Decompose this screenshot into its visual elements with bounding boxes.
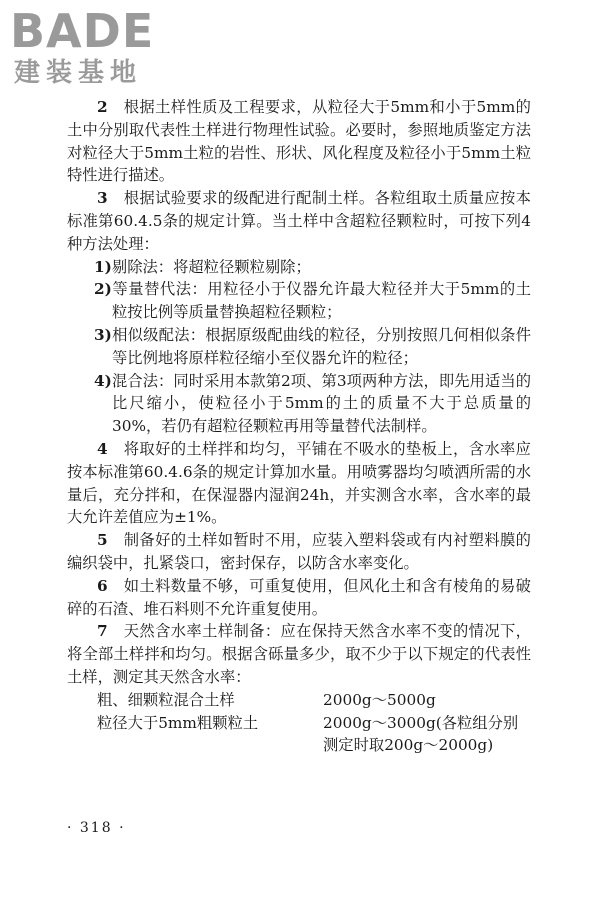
paragraph-4 bbox=[67, 438, 531, 529]
table-row bbox=[97, 689, 531, 712]
table-cell-value: 2000g～5000g bbox=[323, 690, 436, 709]
document-body bbox=[67, 96, 531, 757]
paragraph-text: 根据试验要求的级配进行配制土样。各粒组取土质量应按本标准第60.4.5条的规定计算。当土样中含超粒径颗粒时，可按下列4种方法处理： bbox=[67, 189, 531, 253]
paragraph-text: 根据土样性质及工程要求，从粒径大于5mm和小于5mm的土中分别取代表性土样进行物理性试验。必要时，参照地质鉴定方法对粒径大于5mm土粒的岩性、形状、风化程度及粒径小于5mm土粒特性进行描述。 bbox=[67, 98, 531, 185]
list-item-number: 4) bbox=[94, 371, 112, 390]
paragraph-2 bbox=[67, 96, 531, 187]
paragraph-number: 5 bbox=[97, 531, 108, 550]
list-item-number: 3) bbox=[94, 325, 112, 344]
paragraph-5 bbox=[67, 529, 531, 575]
list-item-text: 相似级配法：根据原级配曲线的粒径，分别按照几何相似条件等比例地将原样粒径缩小至仪器允许的粒径； bbox=[111, 325, 531, 367]
paragraph-number: 4 bbox=[97, 439, 108, 458]
list-item-4 bbox=[67, 370, 531, 438]
watermark-title: BADE bbox=[10, 4, 155, 58]
paragraph-6 bbox=[67, 575, 531, 621]
paragraph-text: 制备好的土样如暂时不用，应装入塑料袋或有内衬塑料膜的编织袋中，扎紧袋口，密封保存，以防含水率变化。 bbox=[67, 531, 531, 572]
list-item-1 bbox=[67, 256, 531, 279]
page-number: · 318 · bbox=[67, 820, 126, 836]
list-item-3 bbox=[67, 324, 531, 370]
paragraph-number: 6 bbox=[97, 576, 108, 595]
sample-mass-table bbox=[67, 689, 531, 757]
table-cell-label: 粒径大于5mm粗颗粒土 bbox=[97, 713, 259, 732]
table-row bbox=[97, 712, 531, 758]
paragraph-number: 7 bbox=[97, 622, 108, 641]
paragraph-number: 3 bbox=[97, 189, 108, 208]
paragraph-number: 2 bbox=[97, 98, 108, 116]
list-item-2 bbox=[67, 278, 531, 324]
table-cell-label: 粗、细颗粒混合土样 bbox=[97, 690, 235, 709]
table-cell-value: 2000g～3000g(各粒组分别测定时取200g～2000g) bbox=[323, 713, 519, 755]
paragraph-7 bbox=[67, 620, 531, 688]
paragraph-text: 将取好的土样拌和均匀，平铺在不吸水的垫板上，含水率应按本标准第60.4.6条的规定计算加水量。用喷雾器均匀喷洒所需的水量后，充分拌和，在保湿器内湿润24h，并实测含水率，含水率的最大允许差值应为±1%。 bbox=[67, 439, 531, 527]
watermark-subtitle: 建装基地 bbox=[14, 58, 143, 88]
list-item-text: 混合法：同时采用本款第2项、第3项两种方法，即先用适当的比尺缩小，使粒径小于5mm的土的质量不大于总质量的30%，若仍有超粒径颗粒再用等量替代法制样。 bbox=[111, 371, 531, 436]
paragraph-3 bbox=[67, 187, 531, 255]
watermark-logo bbox=[10, 4, 185, 90]
list-item-text: 剔除法：将超粒径颗粒剔除； bbox=[111, 257, 311, 276]
list-item-text: 等量替代法：用粒径小于仪器允许最大粒径并大于5mm的土粒按比例等质量替换超粒径颗粒； bbox=[111, 280, 531, 322]
list-item-number: 2) bbox=[94, 280, 112, 299]
paragraph-text: 天然含水率土样制备：应在保持天然含水率不变的情况下，将全部土样拌和均匀。根据含砾量多少，取不少于以下规定的代表性土样，测定其天然含水率： bbox=[67, 622, 531, 686]
paragraph-text: 如土料数量不够，可重复使用，但风化土和含有棱角的易破碎的石渣、堆石料则不允许重复使用。 bbox=[67, 576, 531, 618]
list-item-number: 1) bbox=[94, 257, 112, 276]
